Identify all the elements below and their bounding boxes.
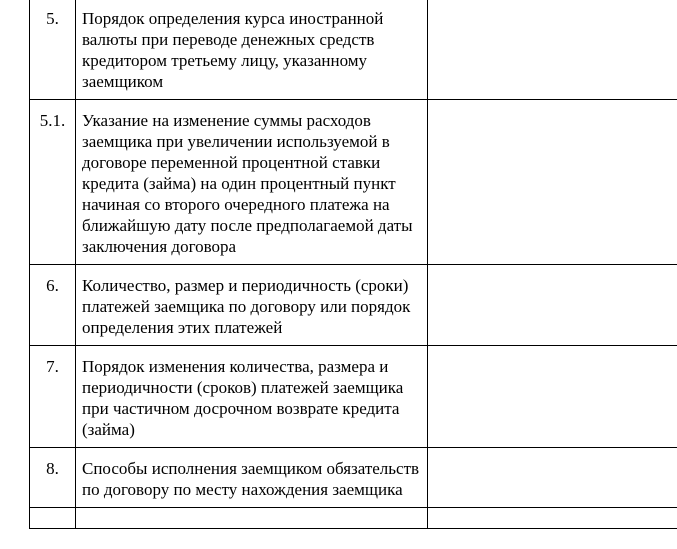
row-number-empty [30,508,76,529]
row-value-cell [428,0,677,100]
row-value-cell-empty [428,508,677,529]
row-number: 6. [30,265,76,346]
row-description: Порядок определения курса иностранной валюты при переводе денежных средств кредитором третьему лицу, указанному заемщиком [76,0,428,100]
row-number: 8. [30,448,76,508]
table-row [30,346,677,448]
row-number: 5.1. [30,100,76,265]
row-value-cell [428,100,677,265]
row-value-cell [428,346,677,448]
table-row-cut-off [30,508,677,529]
row-description-empty [76,508,428,529]
loan-terms-table [29,0,677,529]
row-description: Указание на изменение суммы расходов заемщика при увеличении используемой в договоре переменной процентной ставки кредита (займа) на один процентный пункт начиная со второго очередного платежа на ближайшую дату после предполагаемой даты заключения договора [76,100,428,265]
row-number: 5. [30,0,76,100]
row-number: 7. [30,346,76,448]
table-row [30,448,677,508]
row-description: Количество, размер и периодичность (сроки) платежей заемщика по договору или порядок определения этих платежей [76,265,428,346]
row-description: Способы исполнения заемщиком обязательств по договору по месту нахождения заемщика [76,448,428,508]
table-row [30,265,677,346]
table-row [30,100,677,265]
table-row [30,0,677,100]
row-value-cell [428,265,677,346]
row-description: Порядок изменения количества, размера и периодичности (сроков) платежей заемщика при частичном досрочном возврате кредита (займа) [76,346,428,448]
row-value-cell [428,448,677,508]
